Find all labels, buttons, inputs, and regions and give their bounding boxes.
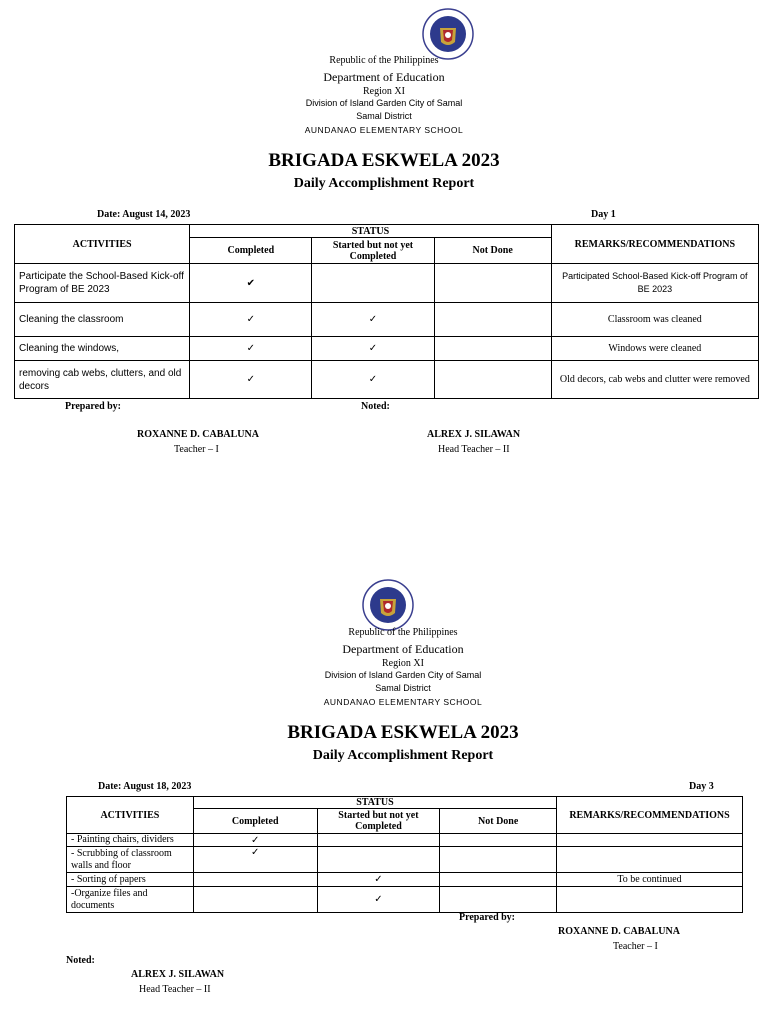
table-row xyxy=(67,834,743,847)
school-text: AUNDANAO ELEMENTARY SCHOOL xyxy=(323,697,483,707)
remarks-cell: Windows were cleaned xyxy=(551,337,758,361)
completed-cell xyxy=(193,873,317,887)
not-done-cell xyxy=(434,303,551,337)
preparer-title: Teacher – I xyxy=(174,444,219,455)
activity-cell: -Organize files and documents xyxy=(67,887,194,913)
completed-cell xyxy=(193,887,317,913)
report-subtitle: Daily Accomplishment Report xyxy=(293,176,475,191)
not-done-cell xyxy=(434,337,551,361)
not-done-cell xyxy=(434,361,551,399)
not-done-cell xyxy=(434,264,551,303)
region-text: Region XI xyxy=(363,86,405,97)
table-row xyxy=(15,361,759,399)
preparer-name: ROXANNE D. CABALUNA xyxy=(558,926,680,937)
table-row xyxy=(67,847,743,873)
completed-cell: ✓ xyxy=(190,303,312,337)
report-day: Day 1 xyxy=(591,209,616,220)
prepared-by-label: Prepared by: xyxy=(65,401,122,412)
col-remarks: REMARKS/RECOMMENDATIONS xyxy=(551,225,758,264)
col-completed: Completed xyxy=(190,238,312,264)
col-activities: ACTIVITIES xyxy=(15,225,190,264)
not-done-cell xyxy=(440,887,557,913)
started-cell xyxy=(312,264,434,303)
accomplishment-table xyxy=(66,796,743,913)
noter-title: Head Teacher – II xyxy=(438,444,510,455)
report-title: BRIGADA ESKWELA 2023 xyxy=(287,722,519,743)
started-cell: ✓ xyxy=(312,337,434,361)
remarks-cell xyxy=(557,887,743,913)
started-cell xyxy=(317,834,440,847)
noted-label: Noted: xyxy=(66,955,95,966)
table-row xyxy=(15,303,759,337)
report-date: Date: August 14, 2023 xyxy=(97,209,191,220)
started-cell: ✓ xyxy=(317,873,440,887)
col-completed: Completed xyxy=(193,809,317,834)
table-row xyxy=(67,887,743,913)
started-cell xyxy=(317,847,440,873)
completed-cell: ✓ xyxy=(193,847,317,873)
col-not-done: Not Done xyxy=(434,238,551,264)
col-started: Started but not yet Completed xyxy=(317,809,440,834)
remarks-cell: Participated School-Based Kick-off Program of BE 2023 xyxy=(551,264,758,303)
completed-cell: ✓ xyxy=(190,361,312,399)
activity-cell: - Scrubbing of classroom walls and floor xyxy=(67,847,194,873)
not-done-cell xyxy=(440,873,557,887)
prepared-by-label: Prepared by: xyxy=(459,912,516,923)
col-activities: ACTIVITIES xyxy=(67,797,194,834)
activity-cell: Cleaning the classroom xyxy=(15,303,190,337)
school-text: AUNDANAO ELEMENTARY SCHOOL xyxy=(304,125,464,135)
col-started: Started but not yet Completed xyxy=(312,238,434,264)
report-subtitle: Daily Accomplishment Report xyxy=(312,748,494,763)
completed-cell: ✓ xyxy=(193,834,317,847)
remarks-cell: To be continued xyxy=(557,873,743,887)
started-cell: ✓ xyxy=(317,887,440,913)
remarks-cell: Old decors, cab webs and clutter were removed xyxy=(551,361,758,399)
col-remarks: REMARKS/RECOMMENDATIONS xyxy=(557,797,743,834)
deped-seal-logo xyxy=(422,8,474,60)
activity-cell: - Painting chairs, dividers xyxy=(67,834,194,847)
preparer-name: ROXANNE D. CABALUNA xyxy=(137,429,259,440)
started-cell: ✓ xyxy=(312,303,434,337)
republic-text: Republic of the Philippines xyxy=(329,55,439,66)
department-text: Department of Education xyxy=(323,70,445,84)
completed-cell: ✔ xyxy=(190,264,312,303)
report-day: Day 3 xyxy=(689,781,714,792)
report-date: Date: August 18, 2023 xyxy=(98,781,192,792)
preparer-title: Teacher – I xyxy=(613,941,658,952)
activity-cell: removing cab webs, clutters, and old decors xyxy=(15,361,190,399)
table-row xyxy=(15,337,759,361)
district-text: Samal District xyxy=(356,111,412,121)
remarks-cell: Classroom was cleaned xyxy=(551,303,758,337)
republic-text: Republic of the Philippines xyxy=(348,627,458,638)
completed-cell: ✓ xyxy=(190,337,312,361)
table-row xyxy=(67,873,743,887)
noter-title: Head Teacher – II xyxy=(139,984,211,995)
not-done-cell xyxy=(440,834,557,847)
noter-name: ALREX J. SILAWAN xyxy=(131,969,225,980)
activity-cell: Cleaning the windows, xyxy=(15,337,190,361)
activity-cell: Participate the School-Based Kick-off Program of BE 2023 xyxy=(15,264,190,303)
table-row xyxy=(15,264,759,303)
deped-seal-logo xyxy=(362,579,414,631)
division-text: Division of Island Garden City of Samal xyxy=(305,98,463,108)
not-done-cell xyxy=(440,847,557,873)
remarks-cell xyxy=(557,847,743,873)
col-not-done: Not Done xyxy=(440,809,557,834)
activity-cell: - Sorting of papers xyxy=(67,873,194,887)
region-text: Region XI xyxy=(382,658,424,669)
col-status: STATUS xyxy=(190,225,551,238)
noted-label: Noted: xyxy=(361,401,390,412)
noter-name: ALREX J. SILAWAN xyxy=(427,429,521,440)
started-cell: ✓ xyxy=(312,361,434,399)
accomplishment-table xyxy=(14,224,759,399)
division-text: Division of Island Garden City of Samal xyxy=(324,670,482,680)
remarks-cell xyxy=(557,834,743,847)
report-title: BRIGADA ESKWELA 2023 xyxy=(268,150,500,171)
department-text: Department of Education xyxy=(342,642,464,656)
col-status: STATUS xyxy=(193,797,556,809)
district-text: Samal District xyxy=(375,683,431,693)
